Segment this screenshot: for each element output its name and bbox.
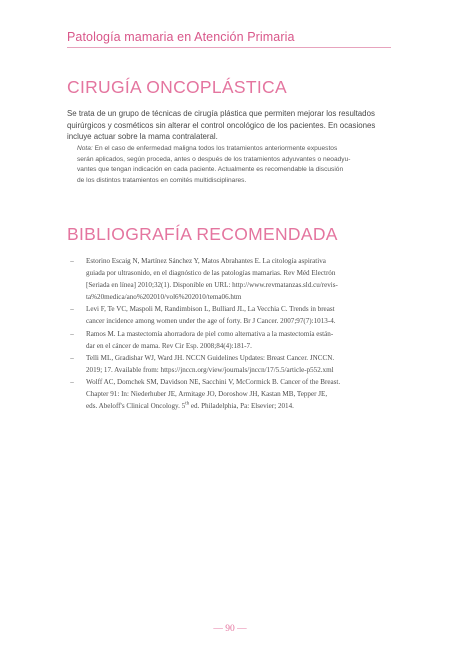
intro-line: Se trata de un grupo de técnicas de cirugía plástica que permiten mejorar los resultados bbox=[67, 109, 375, 118]
note-paragraph bbox=[77, 144, 397, 186]
note-line: vantes que tengan indicación en cada paciente. Actualmente es recomendable la discusión bbox=[77, 166, 344, 174]
note-line bbox=[77, 144, 397, 155]
header-rule bbox=[67, 47, 391, 48]
reference-text: ed. Philadelphia, Pa: Elsevier; 2014. bbox=[189, 402, 294, 411]
list-dash: – bbox=[70, 377, 74, 386]
list-dash: – bbox=[70, 305, 74, 314]
list-dash: – bbox=[70, 353, 74, 362]
running-header: Patología mamaria en Atención Primaria bbox=[67, 30, 295, 44]
reference-line: dar en el cáncer de mama. Rev Cir Esp. 2008;84(4):181-7. bbox=[86, 341, 252, 350]
reference-line: guiada por ultrasonido, en el diagnóstico de las patologías mamarias. Rev Méd Electrón bbox=[86, 269, 336, 278]
reference-line: [Seriada en línea] 2010;32(1). Disponible en URL: http://www.revmatanzas.sld.cu/revis- bbox=[86, 281, 338, 290]
section-title-bibliografia: BIBLIOGRAFÍA RECOMENDADA bbox=[67, 224, 338, 244]
reference-line: cancer incidence among women under the age of forty. Br J Cancer. 2007;97(7):1013-4. bbox=[86, 317, 336, 326]
note-line: de los distintos tratamientos en comités multidisciplinares. bbox=[77, 176, 247, 184]
reference-list bbox=[66, 255, 396, 412]
reference-line: Chapter 91: In: Niederhuber JE, Armitage JO, Doroshow JH, Kastan MB, Tepper JE, bbox=[86, 390, 328, 399]
reference-item bbox=[66, 328, 396, 352]
reference-item bbox=[66, 376, 396, 412]
list-dash: – bbox=[70, 329, 74, 338]
reference-line: Wolff AC, Domchek SM, Davidson NE, Sacchini V, McCormick B. Cancer of the Breast. bbox=[86, 377, 341, 386]
reference-text: eds. Abeloff's Clinical Oncology. 5 bbox=[86, 402, 186, 411]
page-number: — 90 — bbox=[213, 624, 247, 634]
section-title-cirugia: CIRUGÍA ONCOPLÁSTICA bbox=[67, 77, 287, 97]
intro-paragraph bbox=[67, 108, 397, 143]
reference-line bbox=[86, 400, 396, 412]
note-label: Nota: bbox=[77, 145, 93, 152]
intro-line: quirúrgicos y cosméticos sin alterar el control oncológico de los pacientes. En ocasiones bbox=[67, 120, 376, 130]
reference-line: Ramos M. La mastectomía ahorradora de piel como alternativa a la mastectomía están- bbox=[86, 329, 334, 338]
intro-line: incluye actuar sobre la mama contralateral. bbox=[67, 132, 218, 142]
list-dash: – bbox=[70, 257, 74, 265]
reference-item bbox=[66, 255, 396, 303]
reference-item bbox=[66, 303, 396, 327]
note-line: serán aplicados, según proceda, antes o después de los tratamientos adyuvantes o neoadyu- bbox=[77, 155, 351, 163]
note-text: En el caso de enfermedad maligna todos los tratamientos anteriormente expuestos bbox=[92, 145, 338, 152]
reference-item bbox=[66, 352, 396, 376]
reference-line: 2019; 17. Available from: https://jnccn.org/view/journals/jnccn/17/5.5/article-p552.xml bbox=[86, 365, 334, 374]
reference-line: Estorino Escaig N, Martínez Sánchez Y, Matos Abrahantes E. La citología aspirativa bbox=[86, 257, 326, 265]
reference-line: ta%20medica/ano%202010/vol6%202010/tema06.htm bbox=[86, 293, 242, 302]
reference-line: Levi F, Te VC, Maspoli M, Randimbison L, Bulliard JL, La Vecchia C. Trends in breast bbox=[86, 305, 335, 314]
edition-superscript: th bbox=[185, 401, 190, 407]
reference-line: Telli ML, Gradishar WJ, Ward JH. NCCN Guidelines Updates: Breast Cancer. JNCCN. bbox=[86, 353, 335, 362]
